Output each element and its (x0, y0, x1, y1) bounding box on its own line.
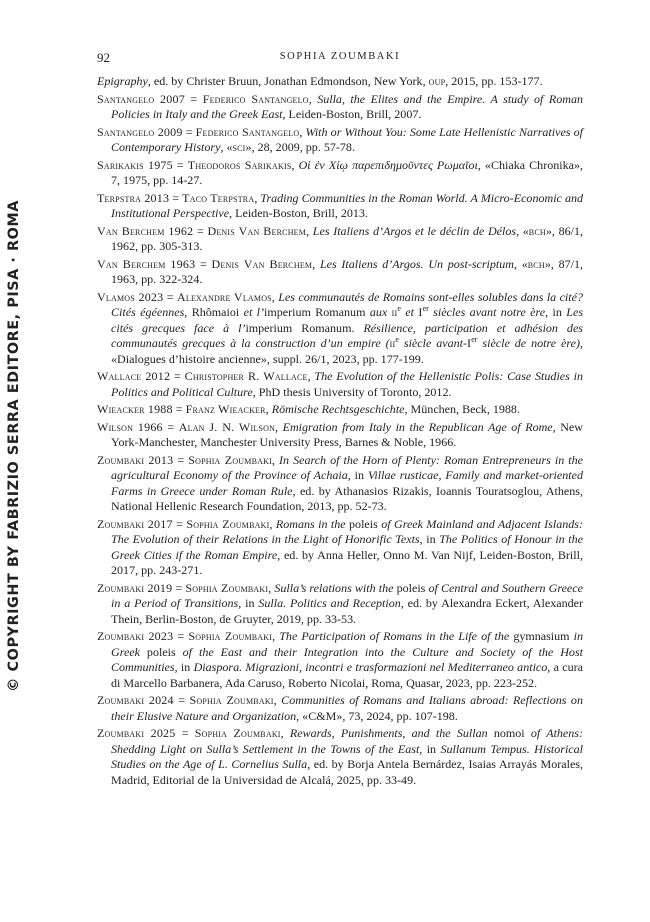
small-caps-text: ii (391, 305, 398, 319)
bibliography-entry (97, 453, 583, 515)
bibliography-entry (97, 402, 583, 418)
small-caps-text: ii (389, 336, 396, 350)
italic-text: In Search of the Horn of Plenty: Roman Entrepreneurs in the agricultural Economy of the Province of Achaia (111, 452, 583, 482)
bibliography-entry (97, 693, 583, 724)
small-caps-text: Van Berchem 1962 (97, 223, 194, 238)
entry-text: , (269, 516, 276, 531)
bibliography-entry (97, 92, 583, 123)
small-caps-text: Sophia Zoumbaki (188, 629, 273, 643)
small-caps-text: Denis Van Berchem (211, 256, 313, 271)
italic-text: of Athens: Shedding Light on Sulla’s Settlement in the Towns of the East (111, 726, 584, 756)
entry-text: , (254, 190, 261, 205)
italic-text: Les cités grecques face à l’ (111, 305, 584, 335)
italic-text: siècle avant- (398, 336, 468, 350)
entry-text: , in (347, 468, 368, 482)
entry-text: , ed. by Christer Bruun, Jonathan Edmondson, New York, (147, 74, 429, 88)
entry-text: , (268, 580, 275, 595)
bibliography-entry (97, 191, 583, 222)
entry-text: , (291, 157, 299, 172)
bibliography-entry (97, 257, 583, 288)
entry-text: , in (238, 596, 259, 610)
bibliography-entry (97, 224, 583, 255)
page-number: 92 (97, 50, 110, 65)
entry-text: , (280, 726, 290, 740)
entry-text: = (184, 91, 203, 106)
entry-text: , ed. by Alexandra Eckert, Alexander Thein, Berlin-Boston, de Gruyter, 2019, pp. 33-53. (111, 596, 583, 626)
entry-text: . (351, 320, 364, 335)
bibliography-entry (97, 125, 583, 156)
small-caps-text: sci (232, 140, 246, 154)
italic-text: Trading Communities in the Roman World. A Micro-Economic and Institutional Perspective (111, 190, 584, 220)
entry-text: , (271, 452, 279, 467)
entry-text: = (182, 124, 196, 139)
italic-text: Communities of Romans and Italians abroad: Reflections on their Elusive Nature and Organization (111, 693, 583, 723)
entry-text: , (307, 369, 315, 383)
entry-text: imperium Romanum (245, 320, 352, 335)
small-caps-text: Sophia Zoumbaki (194, 726, 281, 740)
small-caps-text: Zoumbaki 2024 (97, 693, 174, 707)
bibliography-entry (97, 369, 583, 400)
entry-text: , « (514, 256, 528, 271)
entry-text: , (308, 91, 318, 106)
bibliography-entry (97, 420, 583, 451)
entry-text: , New York-Manchester, Manchester University Press, Barnes & Noble, 1966. (111, 419, 583, 449)
entry-text: = (172, 580, 186, 595)
small-caps-text: bch (527, 256, 545, 271)
italic-text: Emigration from Italy in the Republican Age of Rome (282, 419, 553, 434)
entry-text: , München, Beck, 1988. (404, 402, 520, 416)
entry-text: , (275, 419, 283, 434)
entry-text: , (299, 124, 306, 139)
entry-text: », 28, 2009, pp. 57-78. (245, 140, 355, 154)
entry-text: , « (220, 140, 233, 154)
italic-text: Sullanum Tempus. Historical Studies on the Age of L. Cornelius Sulla (111, 741, 584, 771)
entry-text: , in (174, 660, 194, 674)
small-caps-text: Alexandre Vlamos (176, 289, 272, 304)
bibliography-entry (97, 517, 583, 579)
entry-text: poleis (139, 644, 183, 659)
entry-text: = (173, 693, 190, 707)
italic-text: Rewards, Punishments, and the Sullan (289, 726, 488, 740)
copyright-notice: © COPYRIGHT BY FABRIZIO SERRA EDITORE, PISA · ROMA (6, 200, 23, 692)
entry-text: », 87/1, 1963, pp. 322-324. (111, 256, 583, 286)
entry-text: = (172, 402, 186, 416)
entry-text: , (312, 256, 320, 271)
entry-text: = (170, 369, 185, 383)
entry-text: , ed. by Borja Antela Bernárdez, Isaias Arrayás Morales, Madrid, Editorial de la Universidad de Alcalá, 2025, pp. 33-49. (111, 757, 583, 787)
entry-text: = (195, 256, 212, 271)
italic-text: Sulla. Politics and Reception (258, 596, 401, 610)
italic-text: siècles avant notre ère (428, 305, 546, 319)
entry-text: , « (516, 223, 529, 238)
italic-text: Romans in the (275, 516, 346, 531)
small-caps-text: bch (528, 223, 546, 238)
italic-text: Résilience, participation et adhésion des communautés grecques à la construction d’un empire ( (111, 320, 583, 350)
small-caps-text: Christopher R. Wallace (184, 369, 308, 383)
small-caps-text: Santangelo 2009 (97, 124, 183, 139)
entry-text: », 86/1, 1962, pp. 305-313. (111, 223, 584, 253)
copyright-sidebar (2, 200, 26, 692)
small-caps-text: Zoumbaki 2017 (97, 516, 173, 531)
entry-text: , (272, 629, 280, 643)
italic-text: of the East and their Integration into the Culture and Society of the Host Communities (111, 644, 583, 674)
small-caps-text: Zoumbaki 2019 (97, 580, 173, 595)
bibliography-entry (97, 290, 583, 368)
italic-text: Epigraphy (97, 74, 148, 88)
italic-text: The Politics of Honour in the Greek Cities if the Roman Empire (111, 532, 584, 562)
entry-text: = (172, 157, 188, 172)
entry-text: Rhômaioi (187, 305, 244, 319)
entry-text: = (193, 223, 208, 238)
entry-text: , ed. by Anna Heller, Onno M. Van Nijf, Leiden-Boston, Brill, 2017, pp. 243-271. (111, 547, 583, 577)
italic-text: siècle de notre ère) (477, 336, 580, 350)
small-caps-text: Sophia Zoumbaki (186, 516, 270, 531)
running-head: SOPHIA ZOUMBAKI (279, 51, 401, 62)
entry-text: , (271, 289, 279, 304)
entry-text: = (172, 516, 187, 531)
entry-text: , (306, 223, 313, 238)
entry-text: nomoi (487, 726, 531, 740)
italic-text: in Greek (111, 629, 583, 659)
italic-text: With or Without You: Some Late Hellenistic Narratives of Contemporary History (111, 124, 583, 154)
small-caps-text: Van Berchem 1963 (97, 256, 196, 271)
italic-text: et (400, 305, 419, 319)
entry-text: imperium Romanum (264, 305, 370, 319)
italic-text: Oἱ ἐν Χίῳ παρεπιδημοῦντες Ρωμαῖοι (298, 157, 478, 172)
italic-text: Villae rusticae, Family and market-oriented Farms in Greece under Roman Rule (111, 468, 583, 498)
entry-text: , in (419, 532, 440, 546)
italic-text: Diaspora. Migrazioni, incontri e trasformazioni nel Mediterraneo antico (193, 660, 548, 674)
entry-text: , 2015, pp. 153-177. (445, 74, 543, 88)
italic-text: et l’ (243, 305, 265, 319)
small-caps-text: Sophia Zoumbaki (188, 452, 272, 467)
superscript: er (471, 334, 478, 344)
entry-text: = (173, 629, 189, 643)
entry-text: , «Dialogues d’histoire ancienne», suppl. 26/1, 2023, pp. 177-199. (111, 336, 583, 366)
small-caps-text: Sophia Zoumbaki (185, 580, 269, 595)
entry-text: , Leiden-Boston, Brill, 2007. (282, 107, 422, 121)
small-caps-text: Zoumbaki 2025 (97, 726, 176, 740)
italic-text: Les Italiens d’Argos et le déclin de Délos (312, 223, 517, 238)
entry-text: , ed. by Athanasios Rizakis, Ioannis Touratsoglou, Athens, National Hellenic Research Foundation, 2013, pp. 52-73. (111, 483, 584, 513)
small-caps-text: Federico Santangelo (202, 91, 309, 106)
bibliography-entry (97, 581, 583, 628)
italic-text: aux (369, 305, 392, 319)
entry-text: = (162, 419, 179, 434)
small-caps-text: Zoumbaki 2023 (97, 629, 174, 643)
entry-text: = (173, 452, 189, 467)
bibliography-entry (97, 629, 583, 691)
bibliography-list (97, 74, 583, 790)
superscript: e (395, 334, 399, 344)
italic-text: The Evolution of the Hellenistic Polis: Case Studies in Politics and Political Culture (111, 369, 583, 399)
small-caps-text: Franz Wieacker (185, 402, 266, 416)
bibliography-entry (97, 158, 583, 189)
entry-text: , «Chiaka Chronika», 7, 1975, pp. 14-27. (111, 157, 584, 187)
entry-text: , in (419, 741, 441, 756)
italic-text: of Greek Mainland and Adjacent Islands: The Evolution of their Relations in the Light of Honorific Texts (111, 516, 583, 546)
entry-text: = (163, 289, 177, 304)
superscript: er (422, 303, 429, 313)
entry-text: poleis (393, 580, 429, 595)
small-caps-text: Federico Santangelo (195, 124, 300, 139)
entry-text: = (175, 726, 195, 740)
small-caps-text: Santangelo 2007 (97, 91, 185, 106)
bibliography-entry-continuation (97, 74, 583, 90)
entry-text: , (265, 402, 272, 416)
small-caps-text: Theodoros Sarikakis (187, 157, 292, 172)
entry-text: , (273, 693, 282, 707)
italic-text: Sulla’s relations with the (274, 580, 394, 595)
small-caps-text: Wallace 2012 (97, 369, 171, 383)
small-caps-text: I (418, 305, 423, 319)
italic-text: The Participation of Romans in the Life of the (279, 629, 510, 643)
entry-text: , a cura di Marcello Barbanera, Ada Caruso, Roberto Nicolai, Roma, Quasar, 2023, pp. 223-252. (111, 660, 583, 690)
small-caps-text: I (467, 336, 472, 350)
italic-text: Römische Rechtsgeschichte (271, 402, 405, 416)
small-caps-text: Alan J. N. Wilson (178, 419, 276, 434)
entry-text: , «C&M», 73, 2024, pp. 107-198. (296, 708, 458, 723)
small-caps-text: oup (428, 74, 446, 88)
italic-text: Sulla, the Elites and the Empire. A study of Roman Policies in Italy and the Greek East (111, 91, 583, 121)
italic-text: Les communautés de Romains sont-elles solubles dans la cité? Cités égéennes, (111, 289, 583, 319)
small-caps-text: Zoumbaki 2013 (97, 452, 174, 467)
small-caps-text: Terpstra 2013 (97, 190, 170, 205)
small-caps-text: Wilson 1966 (97, 419, 163, 434)
bibliography-entry (97, 726, 583, 788)
italic-text: Les Italiens d’Argos. Un post-scriptum (319, 256, 515, 271)
italic-text: of Central and Southern Greece in a Period of Transitions (111, 580, 583, 610)
entry-text: gymnasium (509, 629, 574, 643)
small-caps-text: Wieacker 1988 (97, 402, 173, 416)
small-caps-text: Taco Terpstra (182, 190, 255, 205)
entry-text: , PhD thesis University of Toronto, 2012. (252, 384, 452, 399)
superscript: e (397, 303, 401, 313)
small-caps-text: Vlamos 2023 (97, 289, 164, 304)
entry-text: poleis (345, 516, 382, 531)
page-header (97, 50, 583, 68)
small-caps-text: Sarikakis 1975 (97, 157, 173, 172)
small-caps-text: Sophia Zoumbaki (189, 693, 274, 707)
entry-text: , in (545, 305, 567, 319)
entry-text: = (169, 190, 183, 205)
entry-text: , Leiden-Boston, Brill, 2013. (229, 206, 368, 220)
small-caps-text: Denis Van Berchem (207, 223, 307, 238)
